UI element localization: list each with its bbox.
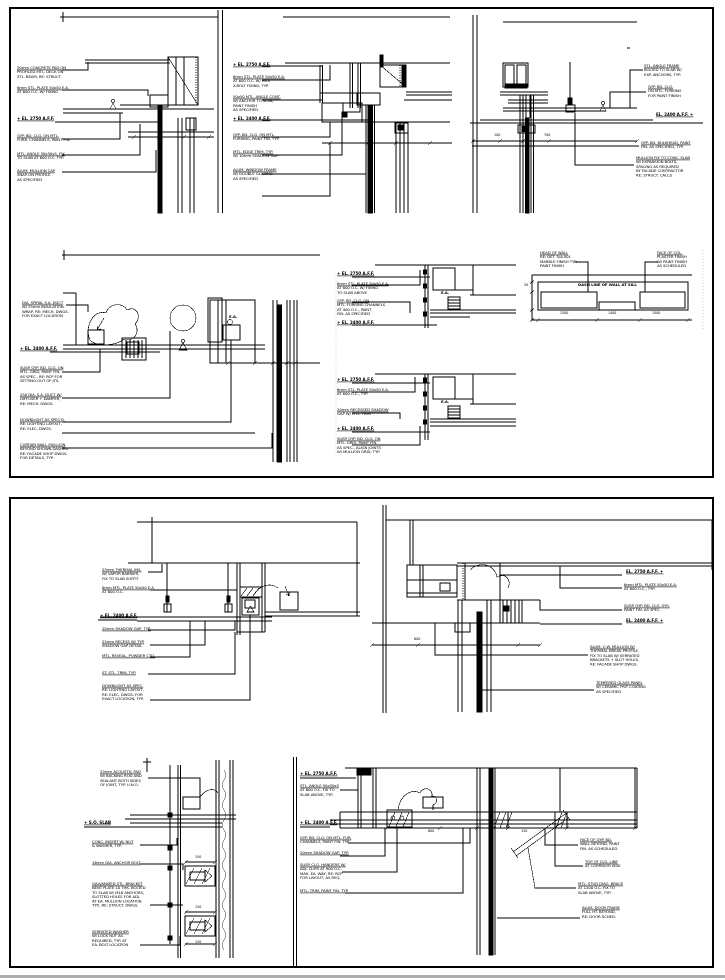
annotation-c-label-clg-note: GYP. BD. CLG. ON MTL. FURRING FOR PAINT FINISH <box>648 84 682 98</box>
annotation-a-label-elev-2750: + EL. 2750 A.F.F. <box>17 116 55 122</box>
annotation-c-dim-700: 700 <box>544 133 551 138</box>
annotation-c-dim-100: 100 <box>494 133 501 138</box>
annotation-k-label-elev-2400: + EL. 2400 A.F.F. <box>300 820 338 826</box>
annotation-d-label-light-note: DOWNLIGHT AS SPEC'D, RE: LIGHTING LAYOUT, RE: ELEC. DWGS. <box>20 417 66 431</box>
annotation-e-tag-ea: E.A. <box>441 290 450 296</box>
annotation-g-tag-sill-line: DASH LINE OF WALL AT SILL <box>578 282 637 288</box>
annotation-c-label-angle-frame: STL. ANGLE FRAME BOLTED TO SLAB W/ EXP. ANCHORS, TYP. <box>644 63 682 77</box>
annotation-h-label-gap-note: 20mm SHADOW GAP, TYP. <box>102 626 151 632</box>
annotation-f-label-elev-2400: + EL. 2400 A.F.F. <box>337 426 375 432</box>
annotation-d-label-clg-note: SUSP. GYP. BD. CLG. ON MTL. GRID, PAINT FIN. AS SPEC., RE: RCP FOR SETTING-OUT OF JTS. <box>20 365 64 384</box>
annotation-h-label-recess-note: 25mm RECESS W/ TYP. SHADOW GAP DETAIL <box>102 639 145 649</box>
annotation-k-label-trim-note: MTL. TRIM, PAINT FIN. TYP. <box>300 888 349 894</box>
annotation-i-label-elev-2400: EL. 2400 A.F.F. + <box>626 618 664 624</box>
annotation-b-label-clg-note: GYP. BD. CLG. ON MTL. FURRING, PAINT FIN. TYP. <box>233 132 280 142</box>
annotation-g-dim-50: 50 <box>524 283 529 288</box>
annotation-a-label-angle-note: MTL. ANGLE 50x50x5, FIX TO SLAB AT 600 O.C. TYP. <box>17 151 65 161</box>
annotation-e-label-plate-note: 6mm STL. PLATE 50x50 E.A. AT 600 O.C. W/ FIXING TO SLAB ABOVE <box>337 281 389 295</box>
annotation-k-label-door-note: ALUM. DOOR FRAME FULL HT. BEYOND, RE: DOOR SCHED. <box>582 905 620 919</box>
annotation-g-dim-1500-left: 1500 <box>560 311 569 316</box>
annotation-g-label-head-of-wall: HEAD OF WALL RE: DET. 5/A-501 MARBLE FINISH TYP. PAINT FINISH <box>540 250 577 269</box>
annotation-f-label-elev-2750: + EL. 2750 A.F.F. <box>337 377 375 383</box>
annotation-b-label-trim-note: MTL. EDGE TRIM, TYP. W/ 10mm SHADOW GAP <box>233 149 279 159</box>
annotation-i-dim-600: 600 <box>414 637 421 642</box>
annotation-a-label-mullion-cap: ALUM. MULLION CAP SNAP-ON PROFILE AS SPECIFIED <box>17 168 55 182</box>
annotation-d-tag-ea: E.A. <box>229 314 238 320</box>
annotation-h-label-reveal-note: MTL. REVEAL, POWDER CTD. <box>102 653 156 659</box>
annotation-i-label-clg-note: SUSP. GYP. BD. CLG. SYS. PAINT FIN. AS SPEC. <box>624 603 670 613</box>
annotation-h-label-ins-note: 25mm THERMAL INS. W/ VAPOR BARRIER, FIX TO SLAB SOFFIT <box>102 567 142 581</box>
annotation-i-label-glass-note: TEMPERED GLASS PANEL W/ CERAMIC FRIT COATING AS SPECIFIED <box>596 680 646 694</box>
annotation-a-label-clg-note: GYP. BD. CLG. ON MTL. FURR. CHANNELS, PAINT FIN. <box>17 133 71 143</box>
annotation-h-label-elev-2400: + EL. 2400 A.F.F. <box>100 613 138 619</box>
annotation-k-dim-600: 600 <box>428 829 435 834</box>
annotation-b-label-frame-note: ALUM. WINDOW FRAME W/ DOUBLE GLAZING AS SPECIFIED <box>233 167 277 181</box>
annotation-b-label-plate-note: 6mm STL. PLATE 50x50 E.A. AT 600 O.C. W/ HILTI X-BOLT FIXING, TYP. <box>233 74 285 88</box>
annotation-c-label-mullion-fix: MULLION FIX TO CONC. SLAB W/ EXPANSION BOLTS, SPACING AS REQUIRED BY FACADE CONTRACTOR RE: STRUCT. CALCS <box>636 155 690 178</box>
annotation-d-label-duct-note: DIA. SPIRAL S.A. DUCT W/ 25mm INSULATION WRAP, RE: MECH. DWGS. FOR EXACT LOCATION <box>22 300 69 319</box>
annotation-f-label-clg-note: SUSP. GYP. BD. CLG. ON MTL. GRID, PAINT FIN. AS SPEC., ALIGN JOINTS W/ MULLION GRID, TYP. <box>337 436 381 455</box>
annotation-k-label-angle-note: STL. ANGLE 50x50x5 AT 600 O.C. FIX TO SLAB ABOVE, TYP. <box>300 783 339 797</box>
annotation-d-label-elev-2400: + EL. 2400 A.F.F. <box>20 346 58 352</box>
annotation-i-label-plate-note: 6mm MTL. PLATE 50x50 E.A. AT 600 O.C., TYP. <box>624 582 677 592</box>
annotation-e-label-elev-2400: + EL. 2400 A.F.F. <box>337 320 375 326</box>
annotation-k-dim-150: 150 <box>521 829 528 834</box>
annotation-g-dim-1500-right: 1500 <box>652 311 661 316</box>
annotation-j-dim-150-a: 150 <box>195 855 202 860</box>
annotation-j-label-bracket-note: GALVANIZED STL. BRACKET BENT PLATE 10 THK. BOLTED TO SLAB W/ M16 ANCHORS, SLOTTED HOLES FOR ADJ. AT EA. MULLION LOCATION TYP., RE: STRUCT. DWGS. <box>92 881 146 908</box>
annotation-j-label-bolt-note: 16mm DIA. ANCHOR BOLT <box>92 860 141 866</box>
annotation-j-label-washer-note: SERRATED WASHER W/ LOCK NUT AS REQUIRED, TYP. AT EA. BOLT LOCATION <box>92 929 129 948</box>
annotation-g-dim-1400: 1400 <box>608 311 617 316</box>
annotation-e-label-clg-note: GYP. BD. CLG. ON MTL. FURRING CHANNELS AT 400 O.C., PAINT FIN. AS SPECIFIED <box>337 298 385 317</box>
annotation-k-label-elev-2750: + EL. 2750 A.F.F. <box>300 771 338 777</box>
annotation-j-dim-150-c: 150 <box>195 940 202 945</box>
annotation-a-label-plate-note: 6mm STL. PLATE 50x50 E.A. AT 600 O.C. W/ FIXING <box>17 85 69 95</box>
annotation-k-label-clg-line: TOP OF CLG. LINE AT CORRIDOR SIDE <box>585 859 621 869</box>
annotation-b-label-elev-2750: + EL. 2750 A.F.F. <box>233 62 271 68</box>
annotation-h-label-plate-note: 6mm MTL. PLATE 50x50 E.A. AT 600 O.C. <box>102 585 155 595</box>
annotation-j-label-elev-sos: + S.O. SLAB <box>84 820 111 826</box>
annotation-k-label-brace-note: MTL. STUD DIAG. BRACE AT 1200 O.C. FIX TO SLAB ABOVE, TYP. <box>578 881 624 895</box>
annotation-j-dim-150-b: 150 <box>195 905 202 910</box>
annotation-h-label-trim-note: ST. STL. TRIM, TYP. <box>102 670 136 676</box>
annotation-d-label-duct2-note: 250 DIA. S.A. DUCT W/ DIFFUSER + DAMPER, RE: MECH. DWGS. <box>20 392 62 406</box>
annotation-j-label-pad-note: 25mm ACOUSTIC PAD W/ BACKING ROD AND SEALANT BOTH SIDES OF JOINT, TYP. U.N.O. <box>100 769 142 788</box>
annotation-b-label-elev-2400: + EL. 2400 A.F.F. <box>233 116 271 122</box>
annotation-k-label-gap-note: 20mm SHADOW GAP, TYP. <box>300 850 349 856</box>
annotation-k-label-hanger-note: SUSP. CLG. HANGERS W/ ADJ. CLIPS AT 900 O.C. MAX. EA. WAY, RE: RCP FOR LAYOUT, AS REQ. <box>300 862 346 881</box>
annotation-c-label-elev-2400: EL. 2400 A.F.F. + <box>656 112 694 118</box>
annotation-i-label-mullion-note: ALUM. C.W. MULLION W/ THERMAL BREAK PROFILE, FIX TO SLAB W/ SERRATED BRACKETS + SLOT HOLES, RE: FACADE SHOP DWGS. <box>590 644 640 667</box>
annotation-k-label-clg-note: GYP. BD. CLG. ON MTL. FUR. CHANNELS, PAINT FIN. TYP. <box>300 835 352 845</box>
annotation-b-label-angle-note: 50x50 MTL. ANGLE CONT. W/ ANCHOR TO SLAB, PAINT FINISH AS SPECIFIED <box>233 94 281 113</box>
annotation-a-label-deck-note: 50mm CONCRETE PAD ON PROFILED MTL. DECK ON STL. BEAM, RE: STRUCT. <box>17 65 67 79</box>
annotation-k-label-wall-beyond: FACE OF GYP. BD. WALL BEYOND, PAINT FIN. AS SCHEDULED <box>580 837 620 851</box>
annotation-d-label-mullion-note: CURTAIN WALL MULLION BEYOND SHOWN DASHED RE: FACADE SHOP DWGS. FOR DETAILS, TYP. <box>20 442 69 461</box>
annotation-j-label-insert-note: CONC. INSERT W/ NUT & WASHER, TYP. <box>92 839 134 849</box>
annotation-e-label-elev-2750: + EL. 2750 A.F.F. <box>337 271 375 277</box>
annotation-h-label-light-note: DOWNLIGHT AS SPEC. RE: LIGHTING LAYOUT, RE: ELEC. DWGS. FOR EXACT LOCATION, TYP. <box>102 683 144 702</box>
annotation-g-label-face-of-col: FACE OF COL. PLASTER FINISH W/ PAINT FINISH AS SCHEDULED <box>657 250 687 269</box>
annotation-c-label-bulkhead: GYP. BD. BULKHEAD, PAINT FIN. AS SPECIFIED, TYP. <box>641 140 691 150</box>
annotation-f-label-gap-note: 20mm RECESSED SHADOW GAP W/ MTL. TRIM <box>337 407 389 417</box>
annotation-f-tag-ea: E.A. <box>441 399 450 405</box>
annotation-i-label-elev-2750: EL. 2750 A.F.F. + <box>626 569 664 575</box>
annotation-f-label-plate-note: 6mm STL. PLATE 50x50 E.A. AT 600 O.C., TYP. <box>337 387 389 397</box>
